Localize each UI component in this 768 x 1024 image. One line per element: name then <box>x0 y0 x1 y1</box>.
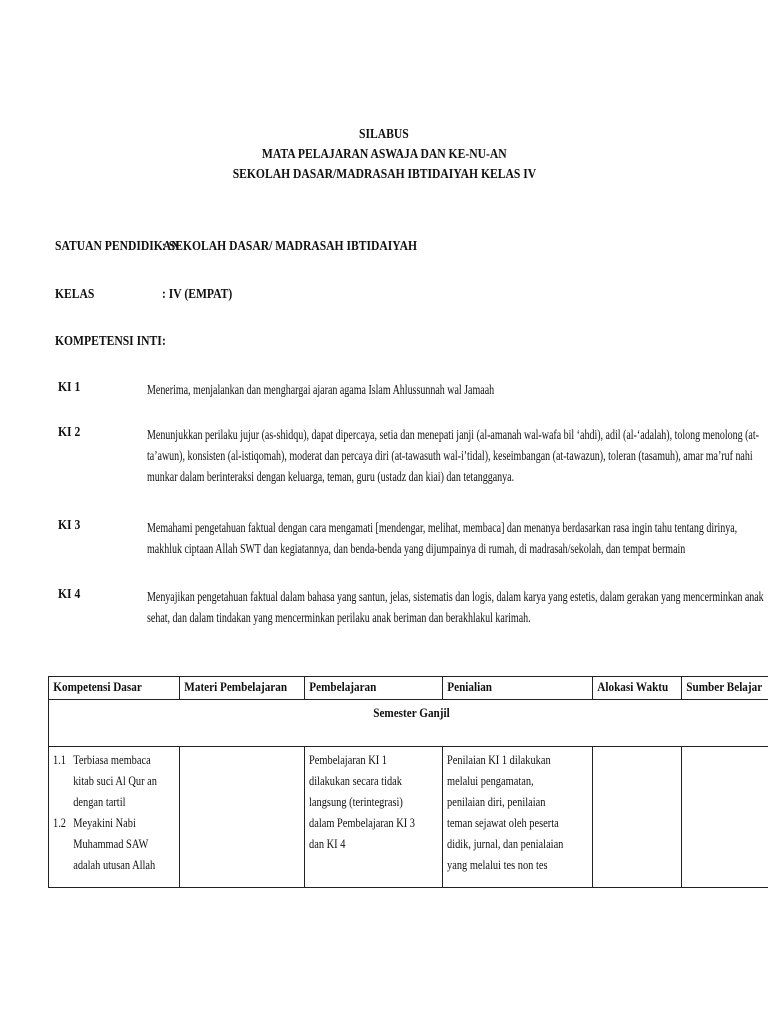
title-line-2: MATA PELAJARAN ASWAJA DAN KE-NU-AN <box>261 146 507 161</box>
ki-line: makhluk ciptaan Allah SWT dan kegiatannya, dan benda-benda yang dijumpainya di rumah, di madrasah/sekolah, dan tempat bermain <box>147 541 686 556</box>
silabus-table <box>48 676 768 888</box>
header-pembelajaran: Pembelajaran <box>305 677 442 700</box>
kd-line: adalah utusan Allah <box>73 857 156 872</box>
ki-text <box>147 379 727 400</box>
penilaian-line: yang melalui tes non tes <box>446 857 548 872</box>
penilaian-line: teman sejawat oleh peserta <box>446 815 559 830</box>
ki-label: KI 4 <box>58 586 81 601</box>
ki-text <box>147 424 759 487</box>
kelas-value: : IV (EMPAT) <box>162 286 233 301</box>
kd-number: 1.2 <box>53 815 66 830</box>
table-row <box>49 747 768 888</box>
ki-line: ta’awun), konsisten (al-istiqomah), moderat dan percaya diri (at-tawasuth wal-i’tidal), keseimbangan (at-tawazun), toleran (tasamuh), amar ma’ruf nahi <box>147 448 753 463</box>
header-penilaian: Penialian <box>442 677 592 700</box>
kelas-label: KELAS <box>55 286 95 301</box>
ki-line: sehat, dan dalam tindakan yang mencerminkan perilaku anak beriman dan berakhlakul karimah. <box>147 610 531 625</box>
semester-row <box>49 700 768 747</box>
penilaian-line: penilaian diri, penilaian <box>446 794 546 809</box>
kd-line: kitab suci Al Qur an <box>73 773 157 788</box>
header-materi: Materi Pembelajaran <box>179 677 304 700</box>
ki-line: munkar dalam berinteraksi dengan keluarga, teman, guru (ustadz dan kiai) dan tetangganya. <box>147 469 515 484</box>
title-line-3: SEKOLAH DASAR/MADRASAH IBTIDAIYAH KELAS IV <box>232 166 536 181</box>
kd-line: Muhammad SAW <box>73 836 149 851</box>
pembelajaran-line: Pembelajaran KI 1 <box>309 752 388 767</box>
semester-label: Semester Ganjil <box>49 700 768 747</box>
ki-text <box>147 517 738 559</box>
pembelajaran-line: dilakukan secara tidak <box>309 773 403 788</box>
kd-line: dengan tartil <box>73 794 126 809</box>
satuan-value: : SEKOLAH DASAR/ MADRASAH IBTIDAIYAH <box>162 238 418 253</box>
cell-materi <box>179 747 304 888</box>
ki-line: Memahami pengetahuan faktual dengan cara mengamati [mendengar, melihat, membaca] dan menanya berdasarkan rasa ingin tahu tentang dirinya, <box>147 520 738 535</box>
satuan-label: SATUAN PENDIDIKAN <box>55 238 180 253</box>
ki-line: Menyajikan pengetahuan faktual dalam bahasa yang santun, jelas, sistematis dan logis, dalam karya yang estetis, dalam gerakan yang mencerminkan anak <box>147 589 764 604</box>
ki-line: Menunjukkan perilaku jujur (as-shidqu), dapat dipercaya, setia dan menepati janji (al-amanah wal-wafa bil ‘ahdi), adil (al-‘adalah), tolong menolong (at- <box>147 427 759 442</box>
table-header-row <box>49 677 768 700</box>
pembelajaran-line: dan KI 4 <box>309 836 346 851</box>
penilaian-line: didik, jurnal, dan penialaian <box>446 836 564 851</box>
title-line-1: SILABUS <box>359 126 409 141</box>
kd-number: 1.1 <box>53 752 66 767</box>
cell-pembelajaran <box>305 747 442 888</box>
pembelajaran-line: dalam Pembelajaran KI 3 <box>309 815 416 830</box>
penilaian-line: Penilaian KI 1 dilakukan <box>446 752 551 767</box>
ki-label: KI 1 <box>58 379 81 394</box>
cell-penilaian <box>442 747 592 888</box>
ki-label: KI 3 <box>58 517 81 532</box>
kd-item <box>53 749 179 812</box>
kompetensi-value: : <box>162 333 166 348</box>
cell-sumber-belajar <box>681 747 768 888</box>
document-title <box>0 124 768 184</box>
pembelajaran-line: langsung (terintegrasi) <box>309 794 404 809</box>
header-alokasi-waktu: Alokasi Waktu <box>593 677 682 700</box>
kd-item <box>53 812 179 875</box>
header-kompetensi-dasar: Kompetensi Dasar <box>49 677 180 700</box>
ki-label: KI 2 <box>58 424 81 439</box>
ki-line: Menerima, menjalankan dan menghargai ajaran agama Islam Ahlussunnah wal Jamaah <box>147 382 495 397</box>
cell-kompetensi-dasar <box>49 747 180 888</box>
penilaian-line: melalui pengamatan, <box>446 773 534 788</box>
header-sumber-belajar: Sumber Belajar <box>681 677 768 700</box>
ki-text <box>147 586 764 628</box>
cell-alokasi-waktu <box>593 747 682 888</box>
kompetensi-label: KOMPETENSI INTI <box>55 333 162 348</box>
kd-line: Meyakini Nabi <box>73 815 136 830</box>
kd-line: Terbiasa membaca <box>73 752 151 767</box>
